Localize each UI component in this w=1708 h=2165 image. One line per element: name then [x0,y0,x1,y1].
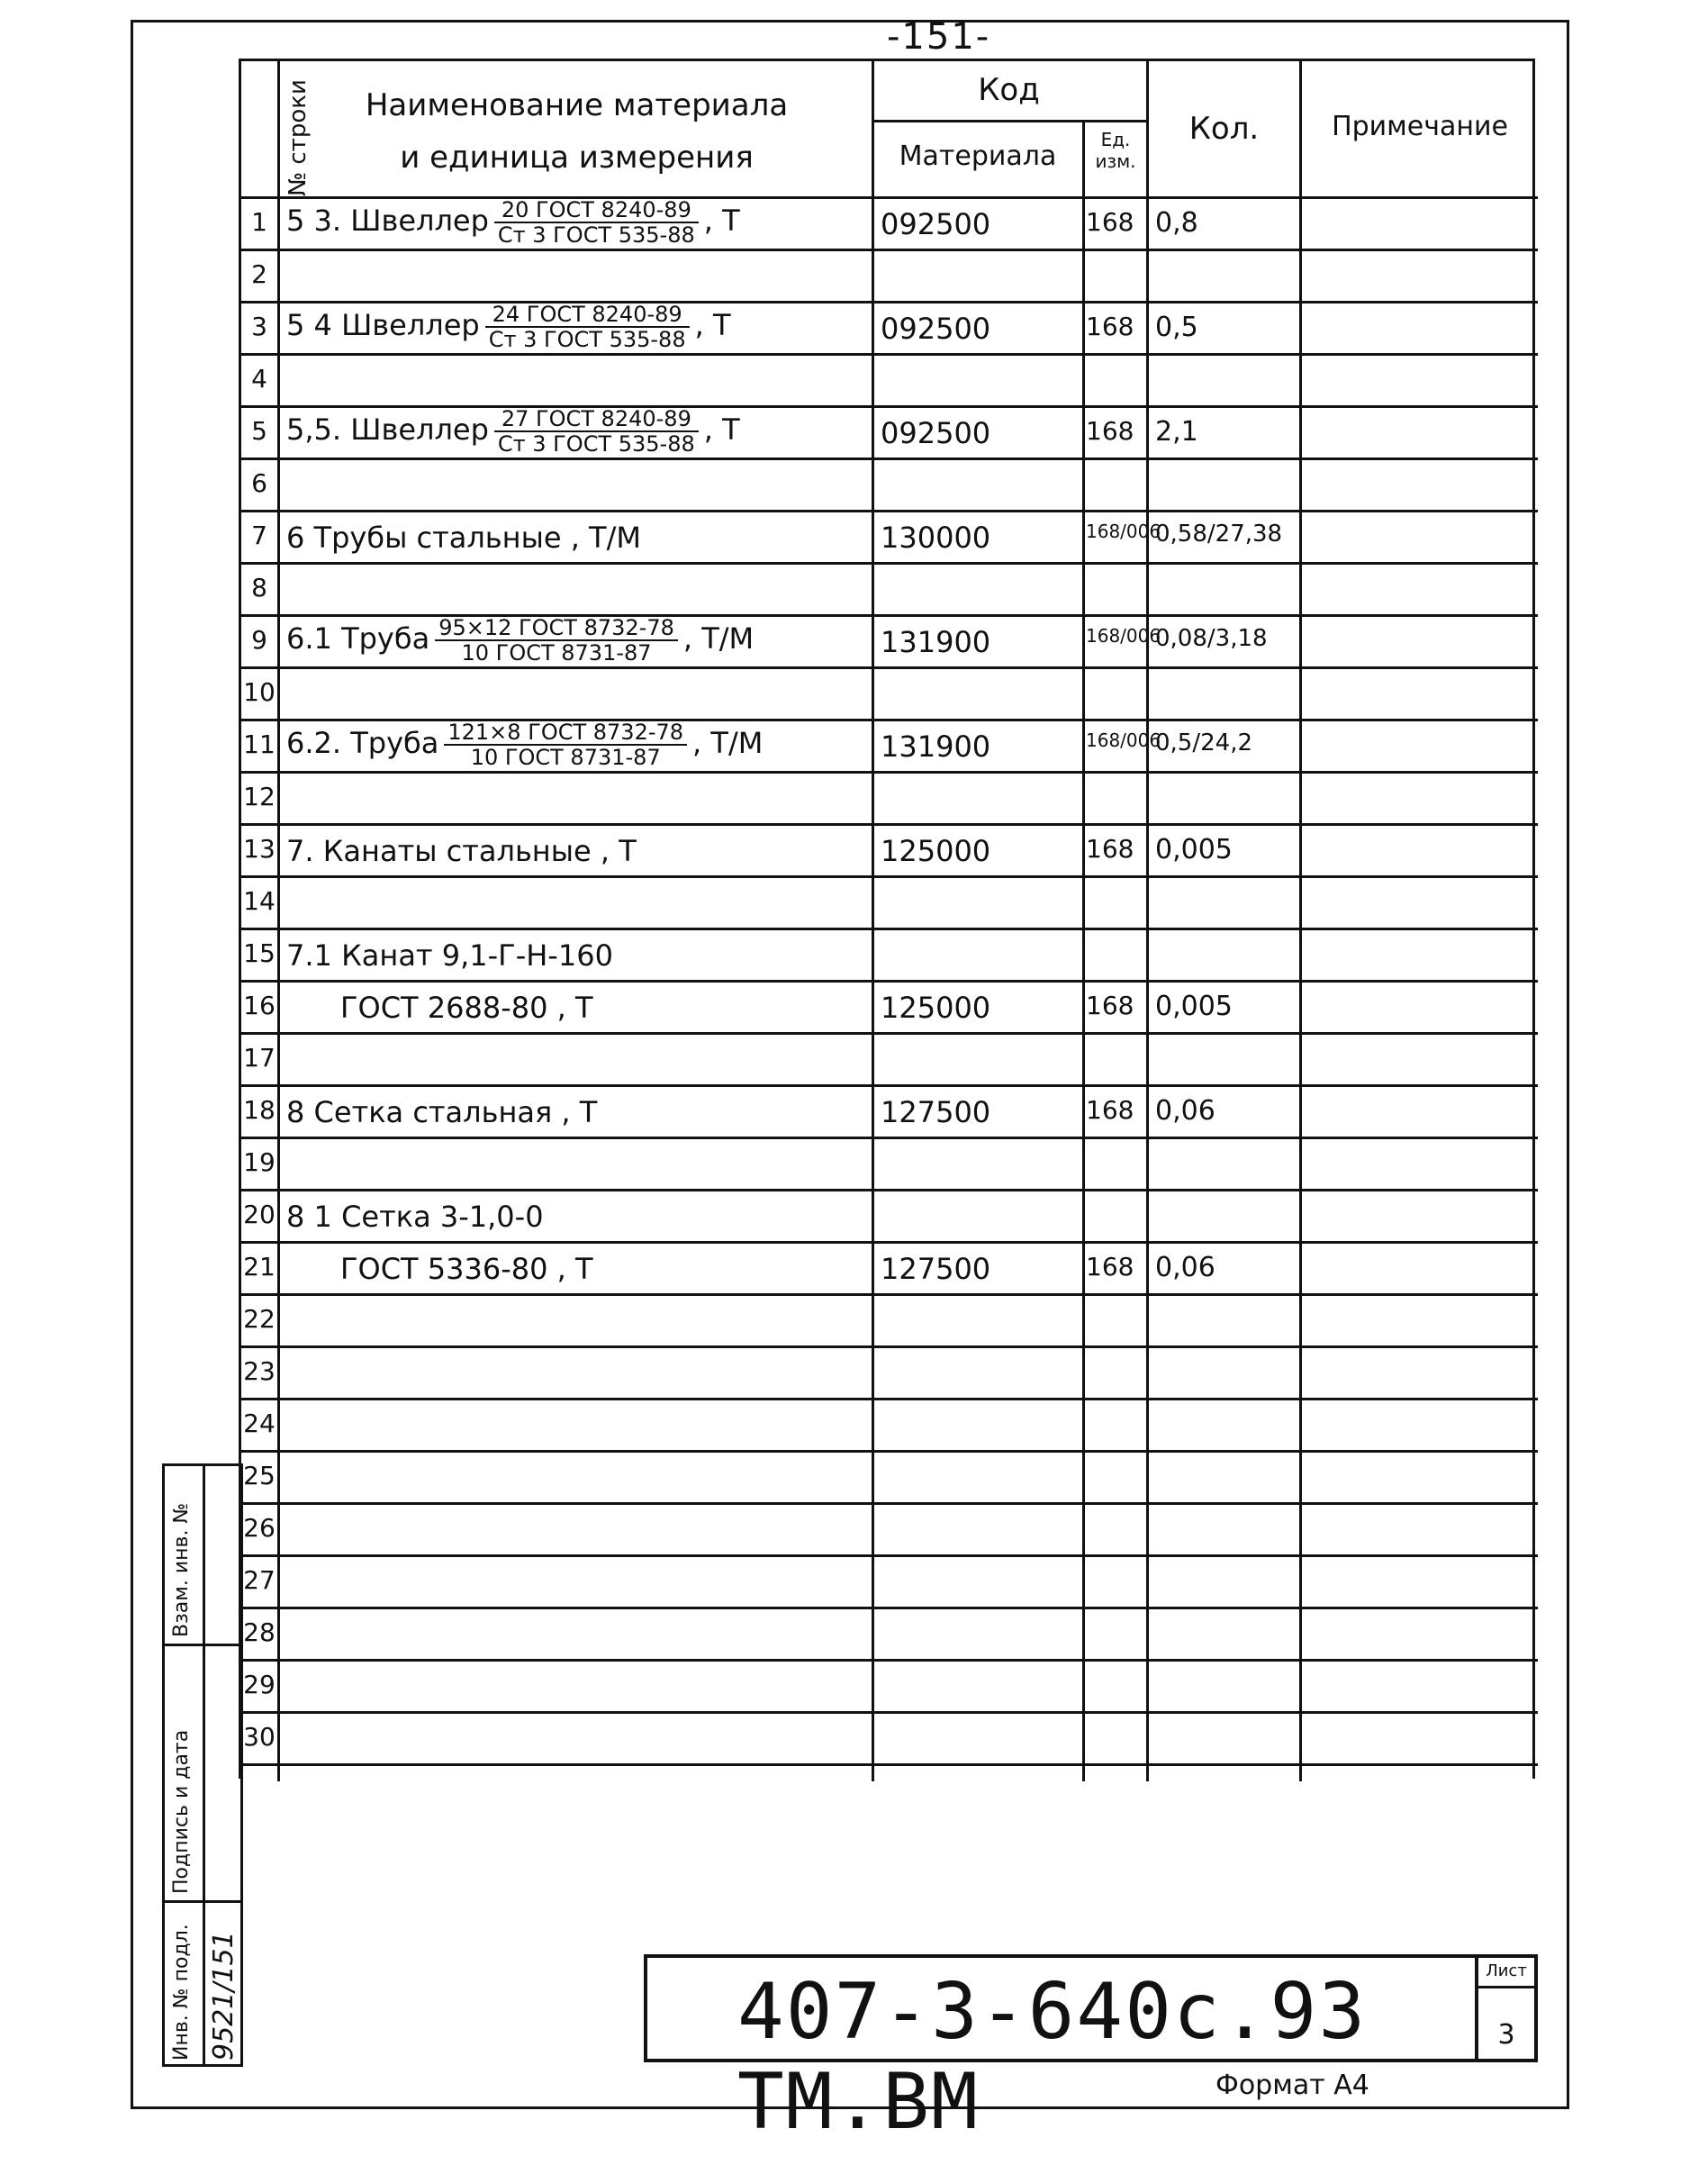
row-name-text: 6.2. Труба [286,726,439,760]
row-line [241,1345,1538,1348]
fraction-numerator: 24 ГОСТ 8240-89 [485,303,690,328]
row-unit-suffix: , Т [703,204,740,238]
row-name-text: ГОСТ 5336-80 , Т [340,1252,593,1286]
row-number: 29 [243,1670,276,1699]
gost-fraction [485,303,690,351]
col-divider [1082,120,1085,1781]
material-code: 092500 [881,207,991,241]
row-number: 27 [243,1565,276,1595]
col-divider [1299,61,1302,1781]
unit-code: 168 [1086,416,1134,446]
left-approval-strip [162,1463,243,2067]
row-number: 12 [243,782,276,811]
row-line [241,353,1538,356]
quantity: 0,06 [1155,1095,1215,1127]
row-number: 2 [251,259,267,289]
row-unit-suffix: , Т/М [692,726,764,760]
row-number: 25 [243,1461,276,1490]
row-number: 21 [243,1252,276,1282]
col-divider [1146,61,1149,1781]
row-name-text: 5,5. Швеллер [286,412,489,447]
header-qty: Кол. [1188,111,1260,147]
sheet-label: Лист [1478,1961,1534,1988]
row-name-text: 6 Трубы стальные , Т/М [286,521,641,555]
material-code: 092500 [881,416,991,450]
row-line [241,1189,1538,1191]
row-number: 15 [243,938,276,968]
row-number: 1 [251,207,267,237]
unit-code: 168 [1086,1095,1134,1125]
row-line [241,1084,1538,1087]
unit-code: 168 [1086,834,1134,864]
row-line [241,1607,1538,1609]
row-number: 20 [243,1200,276,1229]
header-unit: Ед. изм. [1095,129,1136,172]
row-line [241,249,1538,251]
row-number: 6 [251,468,267,498]
row-line [241,928,1538,930]
row-number: 10 [243,677,276,707]
row-number: 4 [251,364,267,394]
row-line [241,1659,1538,1662]
row-name-text: 8 Сетка стальная , Т [286,1095,598,1129]
document-id: 407-3-640с.93 ТМ.ВМ [737,1967,1368,2147]
row-name [286,616,754,665]
strip-label-podpis: Подпись и дата [170,1729,193,1894]
row-number: 30 [243,1722,276,1752]
material-code: 092500 [881,312,991,346]
row-line [241,1763,1538,1766]
header-code: Код [978,72,1040,108]
unit-code: 168 [1086,1252,1134,1282]
row-number: 18 [243,1095,276,1125]
row-line [241,1241,1538,1244]
strip-inv-value: 9521/151 [208,1931,239,2061]
fraction-numerator: 121×8 ГОСТ 8732-78 [444,720,687,746]
row-number: 22 [243,1304,276,1334]
row-line [241,457,1538,460]
sheet-box [1475,1958,1534,2059]
row-name [286,1200,544,1234]
material-code: 131900 [881,625,991,659]
gost-fraction [444,720,687,769]
row-name-text: 7. Канаты стальные , Т [286,834,637,868]
header-row-no: № строки [285,79,312,196]
row-number: 11 [243,729,276,759]
row-name-text: 5 4 Швеллер [286,308,480,342]
row-line [241,875,1538,878]
row-name [286,407,740,456]
row-number: 14 [243,886,276,916]
row-number: 16 [243,991,276,1020]
quantity: 0,5/24,2 [1155,729,1252,756]
unit-code: 168/006 [1086,625,1161,647]
row-number: 5 [251,416,267,446]
row-line [241,771,1538,774]
row-line [241,666,1538,669]
row-line [241,1450,1538,1453]
material-code: 127500 [881,1095,991,1129]
header-material: Материала [899,140,1057,172]
fraction-denominator: 10 ГОСТ 8731-87 [470,745,661,770]
row-line [241,1137,1538,1139]
row-line [241,1032,1538,1035]
row-name [286,303,730,351]
row-line [241,1554,1538,1557]
row-line [241,1293,1538,1296]
row-line [241,1398,1538,1400]
row-name [340,1252,593,1286]
row-number: 7 [251,521,267,550]
row-number: 26 [243,1513,276,1543]
fraction-denominator: 10 ГОСТ 8731-87 [461,640,652,666]
quantity: 0,5 [1155,312,1198,343]
material-code: 130000 [881,521,991,555]
row-line [241,980,1538,983]
sheet-number: 3 [1497,2019,1515,2051]
fraction-denominator: Ст 3 ГОСТ 535-88 [488,327,686,352]
row-name [286,834,637,868]
quantity: 0,06 [1155,1252,1215,1283]
gost-fraction [494,407,699,456]
gost-fraction [435,616,678,665]
row-name-text: ГОСТ 2688-80 , Т [340,991,593,1025]
row-line [241,510,1538,512]
quantity: 0,005 [1155,991,1233,1022]
page-number: -151- [887,16,991,58]
row-number: 9 [251,625,267,655]
material-code: 125000 [881,834,991,868]
row-number: 3 [251,312,267,341]
row-line [241,1711,1538,1714]
row-number: 19 [243,1147,276,1177]
row-name [286,720,763,769]
header-note: Примечание [1332,111,1508,142]
row-number: 8 [251,573,267,602]
row-name-text: 6.1 Труба [286,621,430,656]
row-name [286,521,641,555]
quantity: 0,8 [1155,207,1198,239]
row-name-text: 8 1 Сетка 3-1,0-0 [286,1200,544,1234]
fraction-denominator: Ст 3 ГОСТ 535-88 [497,431,695,457]
header-subline [872,120,1146,122]
format-label: Формат А4 [1215,2070,1369,2101]
col-divider [277,61,280,1781]
quantity: 0,58/27,38 [1155,521,1283,548]
row-number: 24 [243,1409,276,1438]
unit-code: 168/006 [1086,729,1161,751]
row-name-text: 7.1 Канат 9,1-Г-Н-160 [286,938,613,973]
materials-table [239,59,1535,1779]
row-line [241,823,1538,826]
unit-code: 168 [1086,991,1134,1020]
row-line [241,562,1538,565]
fraction-denominator: Ст 3 ГОСТ 535-88 [497,222,695,248]
row-name [286,938,613,973]
unit-code: 168 [1086,312,1134,341]
unit-code: 168 [1086,207,1134,237]
strip-label-vzam: Взам. инв. № [170,1502,193,1637]
fraction-numerator: 20 ГОСТ 8240-89 [494,198,699,223]
material-code: 127500 [881,1252,991,1286]
row-unit-suffix: , Т [703,412,740,447]
material-code: 131900 [881,729,991,764]
fraction-numerator: 95×12 ГОСТ 8732-78 [435,616,678,641]
strip-label-inv: Инв. № подл. [170,1924,193,2061]
quantity: 2,1 [1155,416,1198,448]
quantity: 0,08/3,18 [1155,625,1268,652]
row-number: 17 [243,1043,276,1073]
col-divider [872,61,874,1781]
row-name [286,1095,597,1129]
material-code: 125000 [881,991,991,1025]
row-number: 28 [243,1617,276,1647]
row-unit-suffix: , Т [694,308,731,342]
row-unit-suffix: , Т/М [682,621,755,656]
fraction-numerator: 27 ГОСТ 8240-89 [494,407,699,432]
row-number: 23 [243,1356,276,1386]
quantity: 0,005 [1155,834,1233,865]
header-name: Наименование материала и единица измерения [365,87,789,176]
row-number: 13 [243,834,276,864]
row-name [286,198,740,247]
row-name-text: 5 3. Швеллер [286,204,489,238]
gost-fraction [494,198,699,247]
unit-code: 168/006 [1086,521,1161,542]
row-name [340,991,593,1025]
row-line [241,1502,1538,1505]
